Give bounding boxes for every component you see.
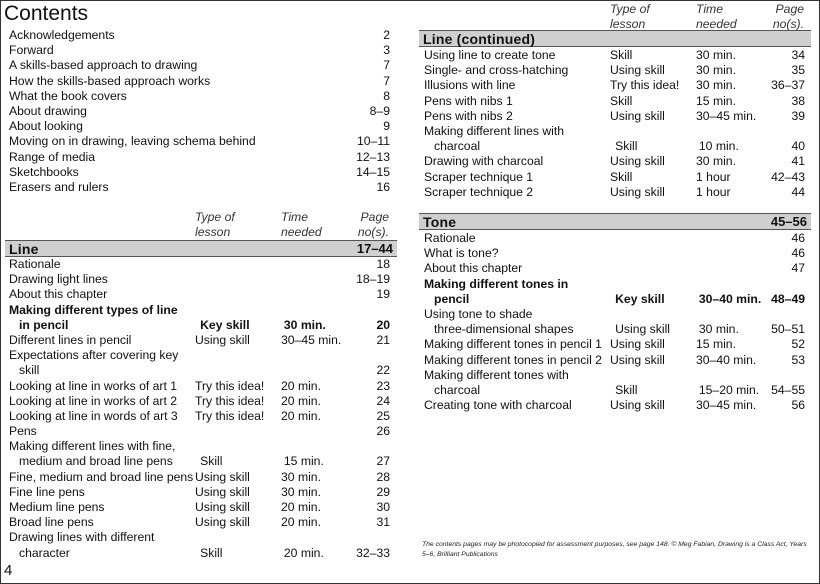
entry-title: Drawing lines with different	[9, 530, 155, 545]
entry-title: pencil	[434, 291, 470, 306]
entry-page: 50–51	[771, 322, 806, 337]
toc-row	[424, 139, 805, 154]
toc-row	[424, 353, 805, 368]
entry-time: 10 min.	[698, 139, 739, 154]
entry-title: Making different tones in pencil 2	[424, 352, 602, 367]
entry-title: Illusions with line	[424, 78, 516, 93]
toc-row	[9, 165, 390, 180]
entry-title: in pencil	[19, 317, 69, 332]
entry-page	[353, 303, 390, 318]
entry-page: 12–13	[356, 149, 390, 164]
entry-type: Using skill	[610, 352, 665, 367]
entry-type	[195, 303, 281, 318]
entry-title: character	[19, 545, 70, 560]
entry-page	[768, 124, 805, 139]
toc-row	[9, 134, 390, 149]
toc-row	[9, 104, 390, 119]
entry-type: Skill	[610, 48, 633, 62]
entry-type	[610, 231, 696, 246]
entry-time	[696, 124, 768, 139]
entry-time: 30–40 min.	[698, 291, 762, 306]
entry-type: Try this idea!	[195, 408, 265, 423]
entry-page: 46	[791, 246, 805, 261]
entry-type	[195, 348, 281, 363]
entry-page: 48–49	[771, 291, 806, 306]
page-numbers-header: Page no(s).	[357, 210, 389, 239]
page-numbers-header: Page no(s).	[772, 2, 804, 31]
entry-time	[281, 424, 353, 439]
entry-page: 10–11	[357, 134, 390, 149]
entry-title: Different lines in pencil	[9, 332, 132, 347]
entry-page: 40	[791, 139, 806, 154]
entry-time: 1 hour	[696, 184, 731, 199]
toc-row	[9, 287, 390, 302]
entry-page	[768, 307, 805, 322]
toc-row	[424, 337, 805, 352]
toc-row	[424, 170, 805, 185]
entry-time: 30 min.	[698, 322, 739, 337]
entry-page: 31	[376, 515, 390, 530]
toc-row	[9, 89, 390, 104]
footer-note: The contents pages may be photocopied for assessment purposes, see page 148. © Meg Fabian, Drawing is a Class Act, Years 5–6, Brilliant Publications	[422, 541, 807, 558]
entry-title: Making different tones in	[424, 276, 569, 291]
entry-type: Try this idea!	[610, 78, 680, 93]
entry-title: medium and broad line pens	[19, 454, 173, 469]
entry-title: Looking at line in words of art 3	[9, 408, 178, 423]
entry-title: Expectations after covering key	[9, 348, 179, 363]
entry-title: Moving on in drawing, leaving schema behind	[9, 134, 256, 149]
entry-page: 42–43	[771, 169, 805, 184]
toc-row	[9, 363, 390, 378]
entry-type: Key skill	[200, 317, 250, 332]
entry-page: 22	[376, 363, 391, 378]
entry-time	[281, 303, 353, 318]
entry-time	[281, 272, 353, 287]
entry-page: 23	[376, 378, 390, 393]
entry-time: 20 min.	[281, 378, 321, 393]
entry-title: Scraper technique 2	[424, 184, 534, 199]
entry-time: 30–45 min.	[281, 332, 342, 347]
entry-type: Skill	[610, 169, 633, 184]
entry-type	[195, 439, 281, 454]
entry-time	[281, 439, 353, 454]
toc-row	[424, 94, 805, 109]
entry-title: Pens	[9, 424, 37, 439]
type-of-lesson-header: Type of lesson	[195, 210, 235, 239]
line-list	[9, 257, 390, 561]
toc-row	[424, 185, 805, 200]
entry-title: Range of media	[9, 149, 96, 164]
entry-title: Medium line pens	[9, 500, 105, 514]
toc-row	[9, 439, 390, 454]
entry-page	[353, 530, 390, 545]
entry-title: skill	[19, 363, 40, 378]
toc-row	[9, 272, 390, 287]
entry-title: Single- and cross-hatching	[424, 63, 569, 78]
entry-page: 27	[376, 454, 391, 469]
entry-page: 30	[376, 500, 390, 514]
intro-list	[9, 28, 390, 195]
entry-type: Using skill	[610, 184, 665, 199]
entry-title: Making different tones with	[424, 367, 569, 382]
toc-row	[424, 398, 805, 413]
entry-title: charcoal	[434, 382, 481, 397]
time-needed-header: Time needed	[281, 210, 322, 239]
entry-time	[696, 246, 768, 261]
tone-section-pages: 45–56	[770, 214, 807, 229]
entry-type: Using skill	[195, 500, 250, 514]
entry-time: 30 min.	[696, 63, 736, 78]
entry-type: Using skill	[195, 515, 250, 530]
toc-row	[424, 48, 805, 63]
toc-row	[424, 292, 805, 307]
entry-type: Using skill	[615, 322, 670, 337]
entry-time	[696, 231, 768, 246]
entry-time	[696, 261, 768, 276]
entry-page	[353, 439, 390, 454]
entry-type	[195, 257, 281, 272]
entry-page: 18–19	[356, 272, 390, 287]
entry-page: 8	[383, 88, 390, 103]
entry-time: 1 hour	[696, 169, 731, 184]
entry-type	[195, 424, 281, 439]
right-column-headers	[610, 2, 806, 32]
toc-row	[9, 409, 390, 424]
entry-title: Looking at line in works of art 1	[9, 378, 178, 393]
entry-time: 20 min.	[283, 545, 324, 560]
toc-row	[424, 63, 805, 78]
entry-type: Using skill	[195, 469, 250, 484]
toc-row	[424, 109, 805, 124]
entry-type: Using skill	[195, 332, 250, 347]
entry-type: Using skill	[195, 484, 250, 499]
entry-time: 20 min.	[281, 393, 321, 408]
entry-time: 15–20 min.	[698, 382, 760, 397]
entry-type	[610, 277, 696, 292]
entry-title: Broad line pens	[9, 515, 94, 530]
entry-page: 53	[791, 352, 805, 367]
line-section-pages: 17–44	[356, 241, 393, 256]
entry-time	[281, 348, 353, 363]
entry-time: 15 min.	[283, 454, 324, 469]
entry-page: 3	[383, 43, 390, 58]
entry-time: 30 min.	[281, 469, 321, 484]
toc-row	[9, 303, 390, 318]
entry-type: Try this idea!	[195, 378, 265, 393]
line-continued-title: Line (continued)	[423, 30, 536, 47]
entry-title: What the book covers	[9, 88, 127, 103]
entry-title: Acknowledgements	[9, 28, 115, 42]
entry-title: Making different types of line	[9, 302, 178, 317]
entry-page: 21	[376, 332, 390, 347]
entry-time: 15 min.	[696, 337, 736, 352]
toc-row	[424, 231, 805, 246]
entry-type	[195, 530, 281, 545]
time-needed-header: Time needed	[696, 2, 737, 31]
line-section-title: Line	[9, 240, 39, 257]
entry-time: 15 min.	[696, 93, 736, 108]
entry-page: 7	[383, 58, 390, 73]
entry-title: Pens with nibs 2	[424, 108, 513, 123]
entry-page: 52	[791, 337, 805, 352]
toc-row	[9, 424, 390, 439]
entry-page: 7	[383, 73, 390, 88]
entry-type: Skill	[615, 139, 638, 154]
entry-title: Pens with nibs 1	[424, 93, 513, 108]
entry-page: 26	[376, 424, 390, 439]
entry-page	[768, 368, 805, 383]
toc-row	[424, 368, 805, 383]
entry-title: Scraper technique 1	[424, 169, 534, 184]
toc-row	[9, 500, 390, 515]
toc-row	[9, 318, 390, 333]
entry-title: Drawing light lines	[9, 272, 108, 287]
line-section-header	[5, 240, 397, 257]
entry-time	[281, 530, 353, 545]
toc-row	[9, 150, 390, 165]
entry-time: 30 min.	[283, 317, 326, 332]
entry-page: 44	[791, 184, 805, 199]
toc-row	[9, 43, 390, 58]
entry-type	[610, 246, 696, 261]
entry-title: three-dimensional shapes	[434, 322, 574, 337]
toc-row	[9, 74, 390, 89]
line-continued-section-header	[419, 30, 811, 47]
entry-title: Rationale	[424, 231, 476, 245]
entry-title: Erasers and rulers	[9, 179, 109, 194]
entry-page: 38	[791, 93, 805, 108]
entry-type: Skill	[610, 93, 633, 108]
entry-page: 41	[791, 154, 805, 169]
entry-title: Rationale	[9, 257, 61, 271]
entry-time: 30 min.	[696, 154, 736, 169]
entry-page: 47	[791, 261, 805, 276]
toc-row	[9, 530, 390, 545]
entry-title: Making different lines with	[424, 123, 565, 138]
entry-title: Fine, medium and broad line pens	[9, 469, 194, 484]
entry-time: 30–40 min.	[696, 352, 757, 367]
entry-page: 18	[376, 257, 390, 271]
entry-page: 54–55	[771, 382, 806, 397]
entry-time	[284, 363, 354, 378]
toc-row	[424, 246, 805, 261]
entry-title: About this chapter	[9, 287, 108, 302]
entry-type	[195, 287, 281, 302]
toc-row	[9, 470, 390, 485]
entry-title: Forward	[9, 43, 54, 58]
toc-row	[9, 394, 390, 409]
entry-title: About this chapter	[424, 261, 523, 276]
entry-type: Using skill	[610, 154, 665, 169]
toc-row	[424, 261, 805, 276]
entry-type: Using skill	[610, 398, 665, 413]
entry-time: 20 min.	[281, 515, 321, 530]
toc-row	[424, 322, 805, 337]
entry-page	[768, 277, 805, 292]
line-continued-list	[424, 48, 805, 200]
toc-row	[9, 546, 390, 561]
entry-type	[195, 272, 281, 287]
entry-page: 25	[376, 408, 390, 423]
entry-title: Making different lines with fine,	[9, 439, 176, 454]
toc-row	[9, 454, 390, 469]
entry-time	[281, 287, 353, 302]
entry-page: 24	[376, 393, 390, 408]
toc-row	[424, 154, 805, 169]
entry-time: 30–45 min.	[696, 398, 757, 413]
entry-title: Drawing with charcoal	[424, 154, 544, 169]
entry-page: 36–37	[771, 78, 805, 93]
toc-row	[9, 348, 390, 363]
entry-type: Using skill	[610, 337, 665, 352]
toc-row	[9, 333, 390, 348]
tone-section-header	[419, 213, 811, 230]
entry-time: 30 min.	[696, 48, 736, 62]
page-number: 4	[4, 562, 13, 579]
entry-page: 29	[376, 484, 390, 499]
entry-title: Looking at line in works of art 2	[9, 393, 178, 408]
entry-type: Try this idea!	[195, 393, 265, 408]
entry-title: Creating tone with charcoal	[424, 398, 572, 413]
toc-row	[9, 28, 390, 43]
entry-title: Making different tones in pencil 1	[424, 337, 602, 352]
entry-type	[610, 307, 696, 322]
toc-row	[9, 119, 390, 134]
entry-title: Using tone to shade	[424, 306, 533, 321]
entry-type: Using skill	[610, 108, 665, 123]
entry-type: Using skill	[610, 63, 665, 78]
entry-page: 28	[376, 469, 390, 484]
entry-time	[696, 368, 768, 383]
entry-page: 2	[383, 28, 390, 42]
page-title: Contents	[4, 2, 89, 25]
entry-title: How the skills-based approach works	[9, 73, 211, 88]
entry-type	[200, 363, 284, 378]
entry-time	[281, 257, 353, 272]
entry-page: 8–9	[369, 103, 390, 118]
toc-row	[424, 383, 805, 398]
entry-time: 30 min.	[696, 78, 736, 93]
entry-title: A skills-based approach to drawing	[9, 58, 198, 73]
entry-type	[610, 368, 696, 383]
entry-title: Using line to create tone	[424, 48, 556, 62]
entry-page: 46	[791, 231, 805, 245]
toc-row	[9, 180, 390, 195]
toc-row	[424, 78, 805, 93]
toc-row	[424, 124, 805, 139]
entry-type: Skill	[200, 454, 223, 469]
entry-page	[353, 348, 390, 363]
entry-type	[610, 124, 696, 139]
entry-time: 20 min.	[281, 408, 321, 423]
entry-time	[696, 277, 768, 292]
entry-page: 20	[376, 317, 391, 332]
entry-page: 39	[791, 108, 805, 123]
entry-time	[696, 307, 768, 322]
entry-type: Skill	[200, 545, 223, 560]
toc-row	[9, 515, 390, 530]
entry-page: 9	[383, 119, 390, 134]
entry-type	[610, 261, 696, 276]
tone-list	[424, 231, 805, 413]
entry-title: Sketchbooks	[9, 164, 79, 179]
entry-page: 32–33	[356, 545, 391, 560]
entry-time: 30 min.	[281, 484, 321, 499]
entry-page: 34	[791, 48, 805, 62]
toc-row	[9, 485, 390, 500]
toc-row	[9, 257, 390, 272]
entry-type: Key skill	[615, 291, 665, 306]
entry-page: 56	[791, 398, 805, 413]
toc-row	[9, 58, 390, 73]
type-of-lesson-header: Type of lesson	[610, 2, 650, 31]
entry-page: 14–15	[356, 164, 390, 179]
entry-title: About drawing	[9, 103, 87, 118]
toc-row	[424, 307, 805, 322]
entry-title: About looking	[9, 119, 83, 134]
entry-title: What is tone?	[424, 246, 499, 261]
line-column-headers	[195, 210, 391, 240]
toc-row	[9, 379, 390, 394]
entry-time: 20 min.	[281, 500, 321, 514]
entry-time: 30–45 min.	[696, 108, 757, 123]
entry-type: Skill	[615, 382, 638, 397]
entry-page: 19	[376, 287, 390, 302]
entry-title: charcoal	[434, 139, 481, 154]
entry-page: 16	[376, 179, 390, 194]
toc-row	[424, 277, 805, 292]
entry-title: Fine line pens	[9, 484, 85, 499]
tone-section-title: Tone	[423, 213, 457, 230]
entry-page: 35	[791, 63, 805, 78]
